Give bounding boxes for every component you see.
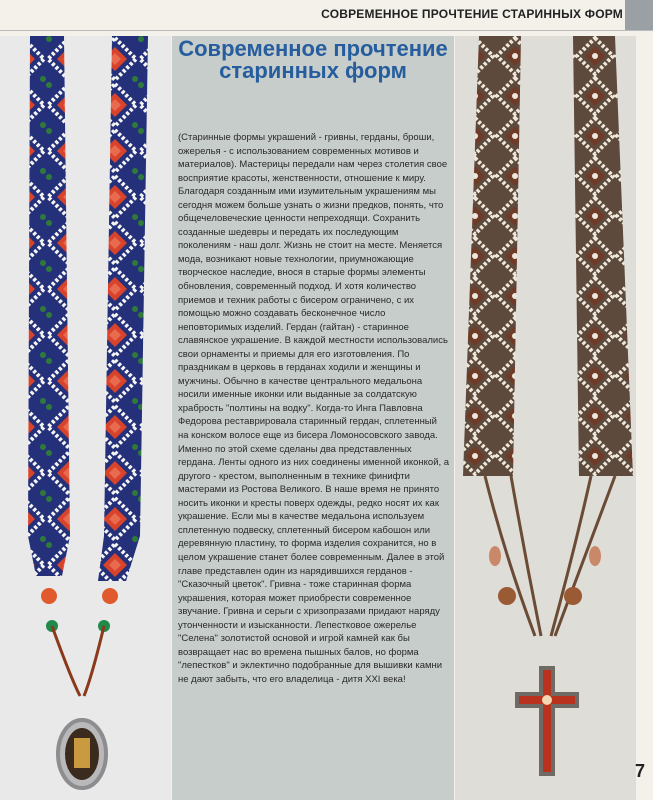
left-necklace-photo [0,36,171,800]
article-panel [172,36,454,800]
header-accent-bar [625,0,653,30]
right-necklace-photo [455,36,636,800]
right-necklace-illustration [455,36,636,800]
page-header [0,0,653,31]
page-number: 7 [634,761,645,781]
running-header-title: СОВРЕМЕННОЕ ПРОЧТЕНИЕ СТАРИННЫХ ФОРМ [321,7,623,21]
article-body: (Старинные формы украшений - гривны, герданы, броши, ожерелья - с использованием современных мотивов и материалов). Мастерицы передали нам через столетия свое восприятие красоты, женственности, отношение к миру. Благодаря созданным ими изумительным украшениям мы сегодня можем больше узнать о жизни предков, понять, что общечеловеческие ценности непреходящи. Сохранить созданные шедевры и передать их последующим поколениям - наш долг. Жизнь не стоит на месте. Меняется мода, возникают новые технологии, приумножающие творческое наследие, внося в старые формы элементы обновления, современный подход. И хотя количество приемов и техник работы с бисером ограничено, с их помощью можно создавать бесконечное число неповторимых изделий. Гердан (гайтан) - старинное славянское украшение. В каждой местности использовались свои орнаменты и приемы для его изготовления. По праздникам в церковь в герданах ходили и женщины и мужчины. Обычно в качестве центрального медальона носили именные иконки или выданные за солдатскую храбрость "полтины на водку". Когда-то Инга Павловна Федорова реставрировала старинный гердан, сплетенный на конском волосе еще из бисера Ломоносовского завода. Именно по этой схеме сделаны два представленных гердана. Ленты одного из них соединены именной иконкой, а другого - крестом, выполненным в технике финифти мастерами из Ростова Великого. В наше время не принято носить иконки и кресты поверх одежды, редко носят их как украшение. Если мы в качестве медальона используем сплетенную подвеску, сплетенный бисером кабошон или деревянную пластину, то форма изделия сохранится, но в целом украшение станет более современным. Далее в этой главе представлен один из нарядившихся герданов - "Сказочный цветок". Гривна - тоже старинная форма украшения, которая может приобрести современное звучание. Гривна и серьги с хризопразами придают наряду утонченности и изысканности. Лепестковое ожерелье "Селена" золотистой основой и игрой камней как бы возвращает нас во времена пышных балов, но форма "лепестков" и эклектично подобранные для вышивки камни не дают забыть, что его владелица - дитя XXI века! [178,132,450,685]
cross-pendant [515,666,579,776]
left-necklace-illustration [0,36,171,800]
article-title: Современное прочтение старинных форм [178,36,448,83]
